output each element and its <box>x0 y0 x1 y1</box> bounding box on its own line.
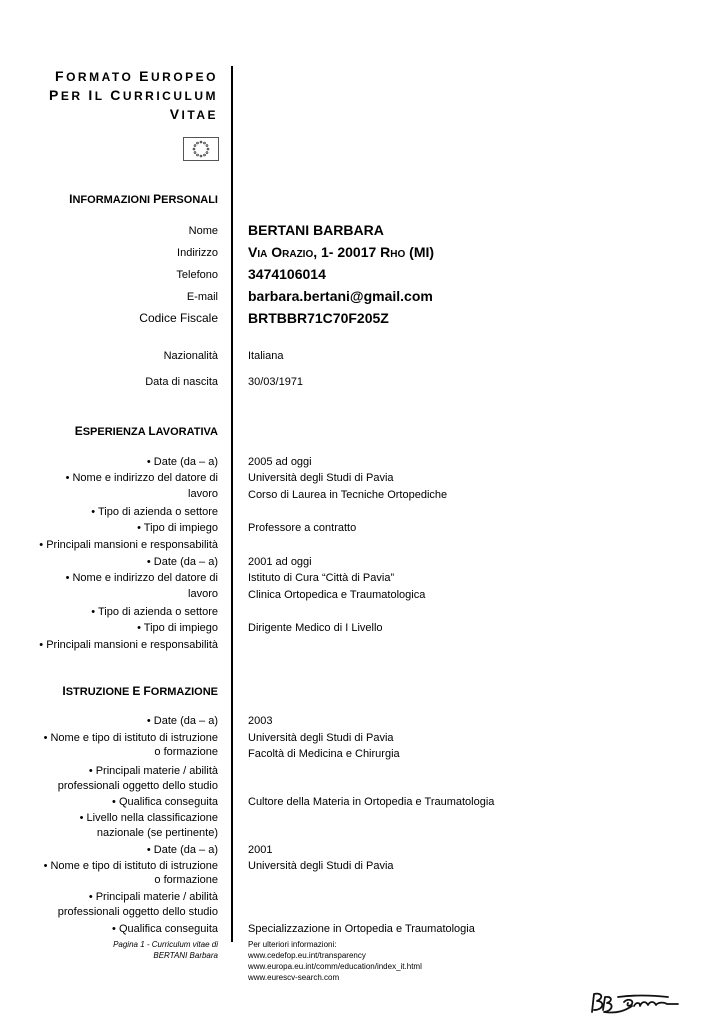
work-employer-label-cont: lavoro <box>188 488 218 500</box>
nationality-value: Italiana <box>248 350 284 362</box>
edu-qualification-label: • Qualifica conseguita <box>112 796 218 808</box>
work-type-value: Dirigente Medico di I Livello <box>248 622 383 634</box>
edu-qualification-label: • Qualifica conseguita <box>112 923 218 935</box>
edu-institution-value: Università degli Studi di Pavia <box>248 860 394 872</box>
edu-institution-label-cont: o formazione <box>154 874 218 886</box>
eu-flag-icon <box>183 137 219 161</box>
footer-link-cedefop[interactable]: www.cedefop.eu.int/transparency <box>248 951 366 960</box>
work-sector-label: • Tipo di azienda o settore <box>91 606 218 618</box>
work-employer-value: Università degli Studi di Pavia <box>248 472 394 484</box>
work-type-label: • Tipo di impiego <box>137 522 218 534</box>
edu-institution-label-cont: o formazione <box>154 746 218 758</box>
work-sector-label: • Tipo di azienda o settore <box>91 506 218 518</box>
edu-subjects-label-cont: professionali oggetto dello studio <box>57 780 218 792</box>
phone-label: Telefono <box>176 269 218 281</box>
edu-date-label: • Date (da – a) <box>146 844 218 856</box>
edu-subjects-label: • Principali materie / abilità <box>88 765 218 777</box>
edu-date-label: • Date (da – a) <box>146 715 218 727</box>
work-employer-label: • Nome e indirizzo del datore di <box>65 572 218 584</box>
cv-title-line1: FORMATO EUROPEO <box>55 68 218 84</box>
work-type-value: Professore a contratto <box>248 522 357 534</box>
footer-link-eurescv[interactable]: www.eurescv-search.com <box>248 973 340 982</box>
cv-title-line2: PER IL CURRICULUM <box>49 87 218 103</box>
work-date-label: • Date (da – a) <box>146 556 218 568</box>
vertical-divider <box>231 66 233 942</box>
address-label: Indirizzo <box>177 247 218 259</box>
section-title-education: ISTRUZIONE E FORMAZIONE <box>62 684 218 698</box>
work-employer-label-cont: lavoro <box>188 588 218 600</box>
section-title-personal: INFORMAZIONI PERSONALI <box>69 192 218 206</box>
handwritten-signature <box>588 988 684 1018</box>
edu-level-label-cont: nazionale (se pertinente) <box>96 827 218 839</box>
address-value: VIA ORAZIO, 1- 20017 RHO (MI) <box>248 244 435 260</box>
phone-value: 3474106014 <box>248 266 326 282</box>
footer-page-info: Pagina 1 - Curriculum vitae di <box>113 940 218 949</box>
work-type-label: • Tipo di impiego <box>137 622 218 634</box>
name-label: Nome <box>188 225 218 237</box>
work-employer-value: Istituto di Cura “Città di Pavia” <box>248 572 395 584</box>
edu-institution-label: • Nome e tipo di istituto di istruzione <box>43 732 218 744</box>
footer-link-europa[interactable]: www.europa.eu.int/comm/education/index_it.html <box>248 962 422 971</box>
nationality-label: Nazionalità <box>163 350 218 362</box>
section-title-work: ESPERIENZA LAVORATIVA <box>74 424 218 438</box>
email-value: barbara.bertani@gmail.com <box>248 288 433 304</box>
work-duties-label: • Principali mansioni e responsabilità <box>39 639 218 651</box>
edu-institution-label: • Nome e tipo di istituto di istruzione <box>43 860 218 872</box>
edu-date-value: 2001 <box>248 844 273 856</box>
edu-institution-value: Università degli Studi di Pavia <box>248 732 394 744</box>
work-employer-label: • Nome e indirizzo del datore di <box>65 472 218 484</box>
tax-code-value: BRTBBR71C70F205Z <box>248 310 389 326</box>
tax-code-label: Codice Fiscale <box>139 311 218 325</box>
footer-page-info-name: BERTANI Barbara <box>153 951 218 960</box>
edu-date-value: 2003 <box>248 715 273 727</box>
work-date-label: • Date (da – a) <box>146 456 218 468</box>
edu-subjects-label-cont: professionali oggetto dello studio <box>57 906 218 918</box>
name-value: BERTANI BARBARA <box>248 222 384 238</box>
edu-subjects-label: • Principali materie / abilità <box>88 891 218 903</box>
birth-date-label: Data di nascita <box>145 376 218 388</box>
work-date-value: 2001 ad oggi <box>248 556 312 568</box>
edu-qualification-value: Specializzazione in Ortopedia e Traumatologia <box>248 923 475 935</box>
email-label: E-mail <box>186 291 218 303</box>
footer-info-heading: Per ulteriori informazioni: <box>248 940 337 949</box>
birth-date-value: 30/03/1971 <box>248 376 304 388</box>
edu-level-label: • Livello nella classificazione <box>79 812 218 824</box>
work-duties-label: • Principali mansioni e responsabilità <box>39 539 218 551</box>
work-date-value: 2005 ad oggi <box>248 456 312 468</box>
edu-qualification-value: Cultore della Materia in Ortopedia e Traumatologia <box>248 796 495 808</box>
edu-institution-value-cont: Facoltà di Medicina e Chirurgia <box>248 748 400 760</box>
work-employer-value-cont: Corso di Laurea in Tecniche Ortopediche <box>248 489 448 501</box>
cv-title-line3: VITAE <box>169 106 218 122</box>
work-employer-value-cont: Clinica Ortopedica e Traumatologica <box>248 589 426 601</box>
